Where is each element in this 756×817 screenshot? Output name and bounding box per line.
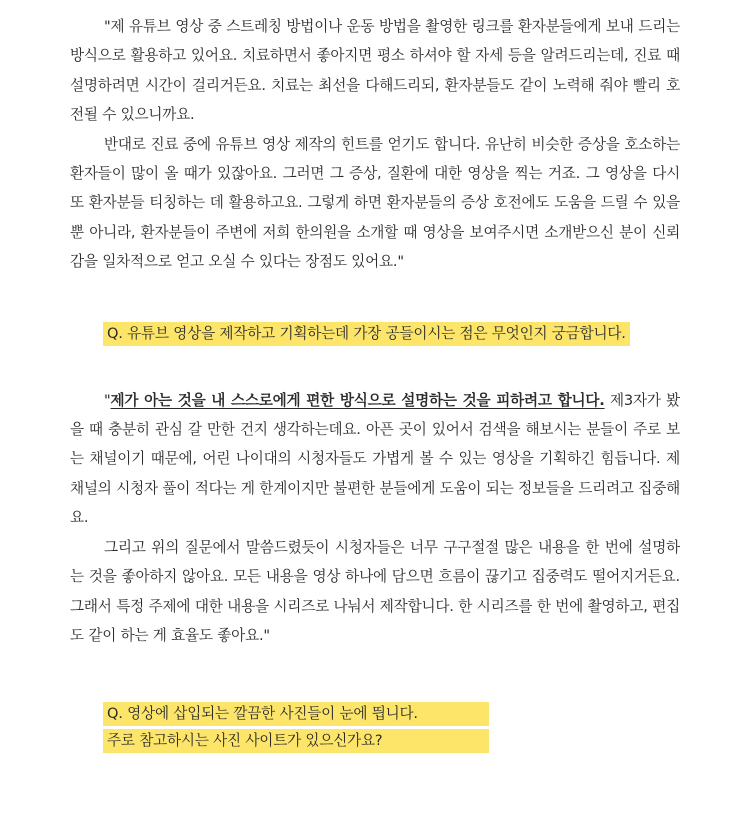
section-spacer bbox=[70, 277, 680, 322]
interview-question-2 bbox=[103, 702, 680, 753]
answer-paragraph-youtube-usage: "제 유튜브 영상 중 스트레칭 방법이나 운동 방법을 촬영한 링크를 환자분들에게 보내 드리는 방식으로 활용하고 있어요. 치료하면서 좋아지면 평소 하셔야 할 자세 등을 알려드리는데, 진료 때 설명하려면 시간이 걸리거든요. 치료는 최선을 다해드리되, 환자분들도 같이 노력해 줘야 빨리 호전될 수 있으니까요. bbox=[70, 18, 680, 124]
open-quote: " bbox=[104, 391, 111, 409]
answer-paragraph-video-hints: 반대로 진료 중에 유튜브 영상 제작의 힌트를 얻기도 합니다. 유난히 비슷한 증상을 호소하는 환자들이 많이 올 때가 있잖아요. 그러면 그 증상, 질환에 대한 영상을 찍는 거죠. 그 영상을 다시 또 환자분들 티칭하는 데 활용하고요. 그렇게 하면 환자분들의 증상 호전에도 도움을 드릴 수 있을 뿐 아니라, 환자분들이 주변에 저희 한의원을 소개할 때 영상을 보여주시면 소개받으신 분이 신뢰감을 일차적으로 얻고 오실 수 있다는 장점도 있어요." bbox=[70, 135, 680, 271]
emphasized-statement: 제가 아는 것을 내 스스로에게 편한 방식으로 설명하는 것을 피하려고 합니다. bbox=[110, 391, 605, 409]
answer-text: 제3자가 봤을 때 충분히 관심 갈 만한 건지 생각하는데요. 아픈 곳이 있어서 검색을 해보시는 분들이 주로 보는 채널이기 때문에, 어린 나이대의 시청자들도 가볍게 볼 수 있는 영상을 기획하긴 힘듭니다. 제 채널의 시청자 풀이 적다는 게 한계이지만 불편한 분들에게 도움이 되는 정보들을 드리려고 집중해요. bbox=[70, 391, 680, 527]
answer-paragraph-approach bbox=[70, 386, 680, 533]
question-highlight-line-2: 주로 참고하시는 사진 사이트가 있으신가요? bbox=[103, 729, 489, 753]
section-spacer bbox=[70, 650, 680, 702]
section-spacer bbox=[70, 346, 680, 386]
article-body bbox=[70, 12, 680, 756]
question-highlight: Q. 유튜브 영상을 제작하고 기획하는데 가장 공들이시는 점은 무엇인지 궁금합니다. bbox=[103, 322, 630, 346]
interview-question-1 bbox=[103, 322, 680, 346]
answer-paragraph-series: 그리고 위의 질문에서 말씀드렸듯이 시청자들은 너무 구구절절 많은 내용을 한 번에 설명하는 것을 좋아하지 않아요. 모든 내용을 영상 하나에 담으면 흐름이 끊기고 집중력도 떨어지거든요. 그래서 특정 주제에 대한 내용을 시리즈로 나눠서 제작합니다. 한 시리즈를 한 번에 촬영하고, 편집도 같이 하는 게 효율도 좋아요." bbox=[70, 538, 680, 644]
question-highlight-line-1: Q. 영상에 삽입되는 깔끔한 사진들이 눈에 띕니다. bbox=[103, 702, 489, 726]
